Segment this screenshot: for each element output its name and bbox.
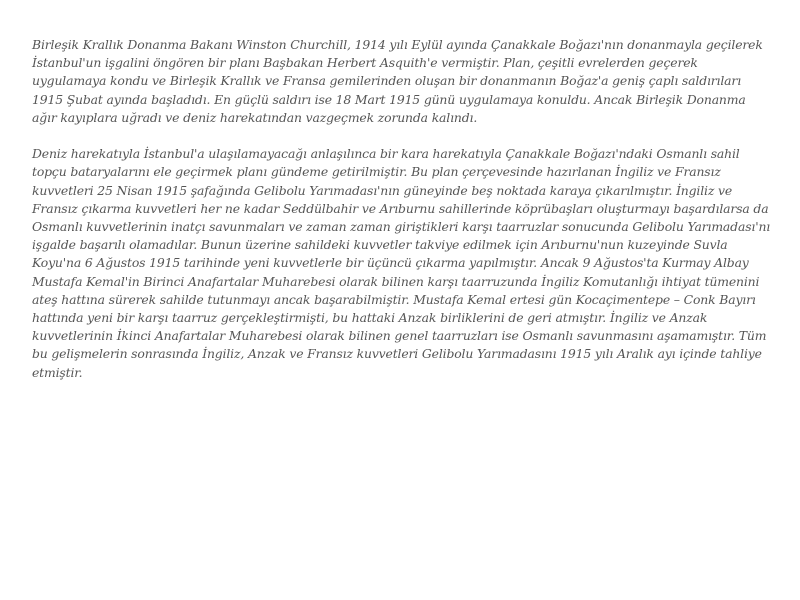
- paragraph-land-campaign: Deniz harekatıyla İstanbul'a ulaşılamayacağı anlaşılınca bir kara harekatıyla Çanakkale Boğazı'ndaki Osmanlı sahil topçu bataryalarını ele geçirmek planı gündeme getirilmiştir. Bu plan çerçevesinde hazırlanan İngiliz ve Fransız kuvvetleri 25 Nisan 1915 şafağında Gelibolu Yarımadası'nın güneyinde beş noktada karaya çıkarılmıştır. İngiliz ve Fransız çıkarma kuvvetleri her ne kadar Seddülbahir ve Arıburnu sahillerinde köprübaşları oluşturmayı başardılarsa da Osmanlı kuvvetlerinin inatçı savunmaları ve zaman zaman giriştikleri karşı taarruzlar sonucunda Gelibolu Yarımadası'nı işgalde başarılı olamadılar. Bunun üzerine sahildeki kuvvetler takviye edilmek için Arıburnu'nun kuzeyinde Suvla Koyu'na 6 Ağustos 1915 tarihinde yeni kuvvetlerle bir üçüncü çıkarma yapılmıştır. Ancak 9 Ağustos'ta Kurmay Albay Mustafa Kemal'in Birinci Anafartalar Muharebesi olarak bilinen karşı taarruzunda İngiliz Komutanlığı ihtiyat tümenini ateş hattına sürerek sahilde tutunmayı ancak başarabilmiştir. Mustafa Kemal ertesi gün Kocaçimentepe – Conk Bayırı hattında yeni bir karşı taarruz gerçekleştirmişti, bu hattaki Anzak birliklerini de geri atmıştır. İngiliz ve Anzak kuvvetlerinin İkinci Anafartalar Muharebesi olarak bilinen genel taarruzları ise Osmanlı savunmasını aşamamıştır. Tüm bu gelişmelerin sonrasında İngiliz, Anzak ve Fransız kuvvetleri Gelibolu Yarımadasını 1915 yılı Aralık ayı içinde tahliye etmiştir.: [32, 146, 771, 380]
- paragraph-naval-operation: Birleşik Krallık Donanma Bakanı Winston Churchill, 1914 yılı Eylül ayında Çanakkale Boğazı'nın donanmayla geçilerek İstanbul'un işgalini öngören bir planı Başbakan Herbert Asquith'e vermiştir. Plan, çeşitli evrelerden geçerek uygulamaya kondu ve Birleşik Krallık ve Fransa gemilerinden oluşan bir donanmanın Boğaz'a geniş çaplı saldırıları 1915 Şubat ayında başladıdı. En güçlü saldırı ise 18 Mart 1915 günü uygulamaya konuldu. Ancak Birleşik Donanma ağır kayıplara uğradı ve deniz harekatından vazgeçmek zorunda kalındı.: [32, 37, 763, 125]
- document-body: [32, 36, 772, 382]
